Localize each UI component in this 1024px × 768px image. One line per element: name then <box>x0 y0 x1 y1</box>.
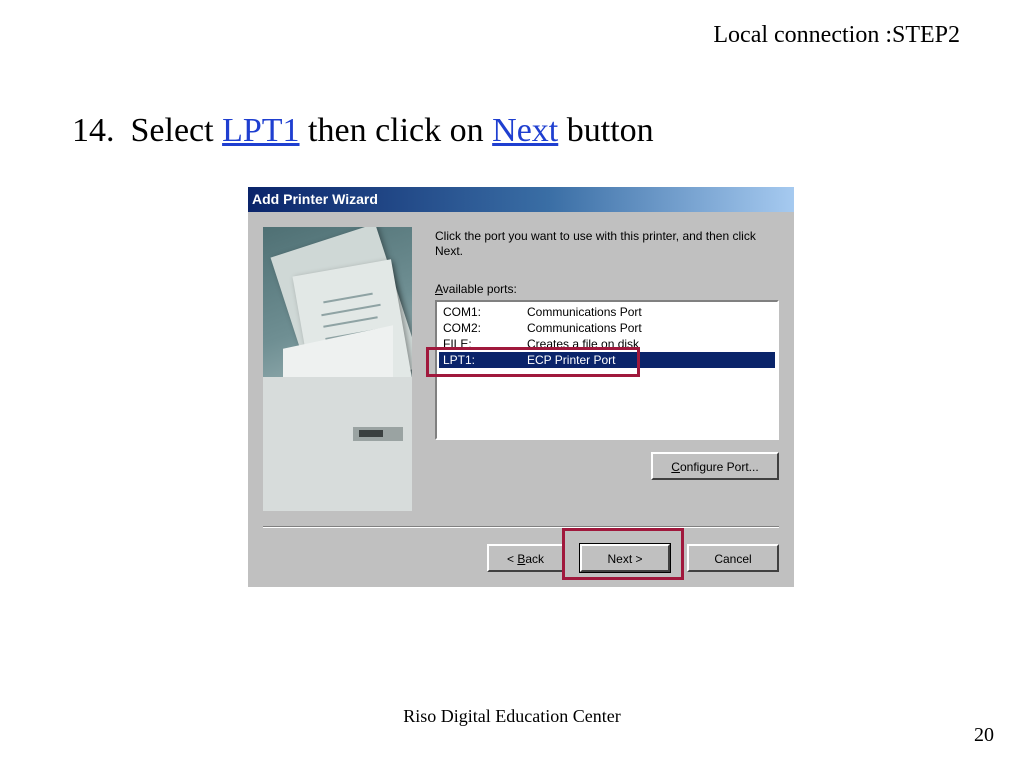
port-row-com1[interactable]: COM1: Communications Port <box>443 305 642 319</box>
wizard-prompt: Click the port you want to use with this printer, and then click Next. <box>435 229 756 258</box>
lpt1-highlight-box <box>426 347 640 377</box>
cancel-button[interactable]: Cancel <box>687 544 779 572</box>
instruction-middle: then click on <box>299 112 493 149</box>
page-number: 20 <box>974 724 994 746</box>
port-row-file[interactable]: FILE: Creates a file on disk <box>443 337 640 351</box>
next-link[interactable]: Next <box>492 112 559 149</box>
next-highlight-box <box>562 528 684 580</box>
next-button[interactable]: Next > <box>580 544 670 572</box>
dialog-titlebar[interactable]: Add Printer Wizard <box>248 187 794 212</box>
slide-footer: Riso Digital Education Center <box>403 706 621 726</box>
available-ports-label: Available ports: <box>435 282 517 296</box>
step-number: 14. <box>72 112 115 149</box>
back-button[interactable]: < Back <box>487 544 564 572</box>
lpt1-link[interactable]: LPT1 <box>222 112 300 149</box>
port-row-com2[interactable]: COM2: Communications Port <box>443 321 642 335</box>
slide-header: Local connection :STEP2 <box>713 22 960 48</box>
instruction-text <box>72 112 654 150</box>
printer-illustration <box>263 227 412 511</box>
port-row-lpt1[interactable]: LPT1: ECP Printer Port <box>439 352 775 368</box>
dialog-separator <box>263 526 779 528</box>
add-printer-wizard-dialog <box>248 187 794 587</box>
configure-port-button[interactable]: Configure Port... <box>651 452 779 480</box>
instruction-suffix: button <box>558 112 654 149</box>
instruction-prefix: Select <box>130 112 223 149</box>
